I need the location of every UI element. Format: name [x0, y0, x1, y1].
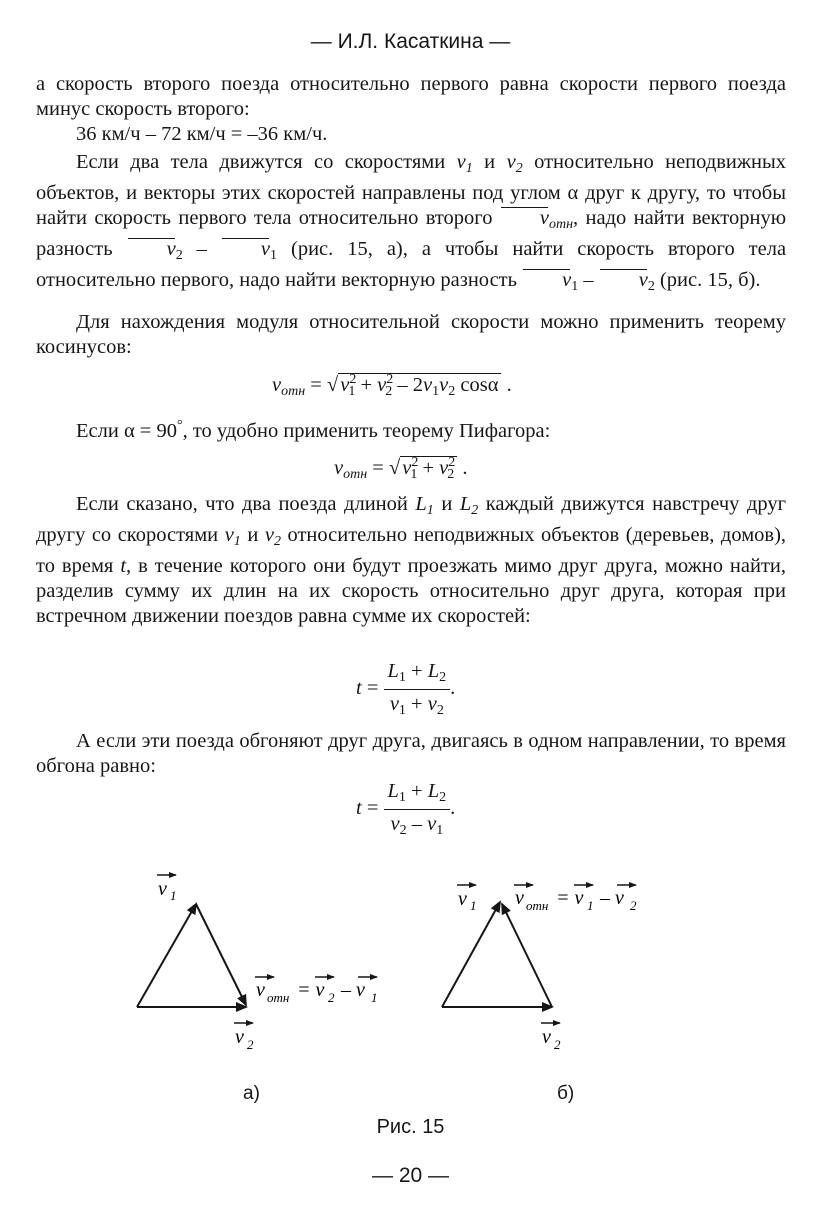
var-v2: $v_2$ — [506, 151, 523, 176]
figure-caption: Рис. 15 — [376, 1116, 445, 1138]
svg-text:v: v — [515, 887, 524, 909]
label-v2-a: v — [235, 1026, 244, 1048]
vector-v1-b — [442, 902, 500, 1007]
vec-v-otn: $v_{отн}$ — [500, 207, 573, 229]
page-number: — 20 — — [371, 1164, 450, 1187]
svg-text:= v: = v — [297, 979, 325, 1001]
svg-text:1: 1 — [170, 888, 177, 903]
overtake-time-formula: t = $\frac{L_1 + L_2}{v_2 - v_1}$ . — [356, 780, 456, 838]
svg-text:отн: отн — [267, 990, 290, 1005]
svg-text:1: 1 — [470, 898, 477, 913]
svg-text:v: v — [256, 979, 265, 1001]
vector-v-otn-b — [502, 904, 552, 1007]
diagram-a — [137, 875, 378, 1052]
paragraph-1 — [36, 72, 786, 147]
label-v-otn-b — [514, 885, 637, 913]
paragraph-3: Для нахождения модуля относительной скорости можно применить теорему косинусов: — [36, 311, 786, 358]
svg-text:– v: – v — [341, 979, 365, 1001]
label-v-otn-a — [255, 977, 378, 1005]
diagram-b — [442, 885, 637, 1052]
svg-text:1: 1 — [587, 898, 594, 913]
var-L1: $L_1$ — [415, 493, 434, 518]
paragraph-5: Если сказано, что два поезда длиной $L_1$ и $L_2$ каждый движутся навстречу друг другу со скоростями $v_1$ и $v_2$ относительно неподвижных объектов (деревьев, домов), то время t, в течение которого они будут проезжать мимо друг друга, можно найти, разделив сумму их длин на их скорость относительно друг друга, которая при встречном движении поездов равна сумме их скоростей: — [36, 493, 787, 627]
vector-v1-a — [137, 904, 196, 1007]
svg-text:отн: отн — [526, 898, 549, 913]
paragraph-4: Если α = 90°, то удобно применить теорему Пифагора: — [76, 418, 551, 442]
vec-diff-v2-v1: $v_2 - v_1$ — [127, 238, 277, 260]
paragraph-6: А если эти поезда обгоняют друг друга, двигаясь в одном направлении, то время обгона равно: — [36, 730, 786, 777]
running-head: — И.Л. Касаткина — — [310, 30, 511, 53]
paragraph-2: Если два тела движутся со скоростями $v_1$ и $v_2$ относительно неподвижных объектов, и векторы этих скоростей направлены под углом α друг к другу, то чтобы найти скорость первого тела относительно второго $v_{отн}$, надо найти векторную разность $v_2 - v_1$ (рис. 15, а), а чтобы найти скорость второго тела относительно первого, надо найти векторную разность $v_1 - v_2$ (рис. 15, б). — [36, 151, 787, 294]
label-v1-b: v — [458, 888, 467, 910]
svg-text:2: 2 — [328, 990, 335, 1005]
label-v2-b: v — [542, 1026, 551, 1048]
var-L2: $L_2$ — [459, 493, 479, 518]
svg-text:= v: = v — [556, 887, 584, 909]
svg-text:2: 2 — [554, 1037, 561, 1052]
svg-text:– v: – v — [600, 887, 624, 909]
figure-15-vector-diagrams — [0, 855, 821, 1080]
cosine-theorem-formula: $v_{отн} = √v^2_1 + v^2_2 - 2v_1v_2$ cosα . — [272, 372, 512, 399]
svg-text:2: 2 — [630, 898, 637, 913]
figure-label-b: б) — [557, 1083, 575, 1104]
figure-label-a: а) — [243, 1083, 260, 1104]
speed-difference-equation: 36 км/ч – 72 км/ч = –36 км/ч. — [76, 123, 328, 145]
pythagoras-formula: $v_{отн} = √v^2_1 + v^2_2$ . — [334, 455, 468, 482]
meeting-time-formula: t = $\frac{L_1 + L_2}{v_1 + v_2}$ . — [356, 660, 456, 718]
label-v1-a: v — [158, 878, 167, 900]
svg-text:1: 1 — [371, 990, 378, 1005]
paragraph-1-text: а скорость второго поезда относительно первого равна скорости первого поезда минус скорость второго: — [36, 73, 786, 120]
var-v1: $v_1$ — [456, 151, 473, 176]
vec-diff-v1-v2: $v_1 - v_2$ — [522, 269, 655, 291]
svg-text:2: 2 — [247, 1037, 254, 1052]
vector-v-otn-a — [196, 904, 246, 1005]
